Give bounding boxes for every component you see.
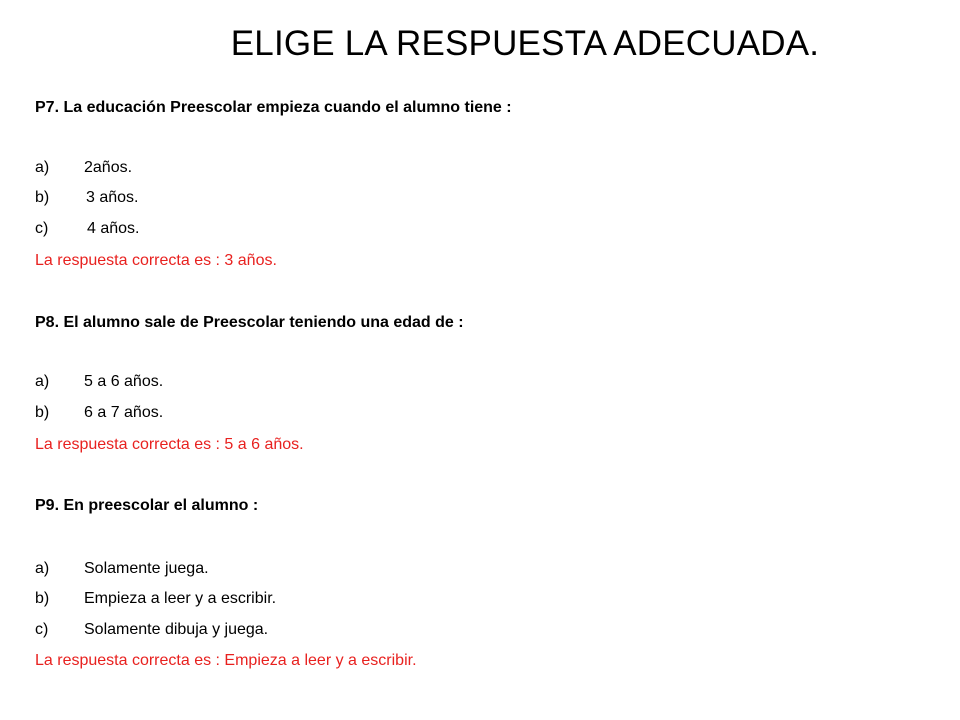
option-text: Empieza a leer y a escribir. [84, 590, 277, 607]
option-letter: a) [35, 159, 50, 176]
option-letter: c) [35, 220, 49, 237]
option-letter: a) [35, 373, 50, 390]
option-letter: a) [35, 560, 50, 577]
option-text: Solamente juega. [84, 560, 209, 577]
option-p8-b [35, 403, 163, 423]
question-p8: P8. El alumno sale de Preescolar teniendo una edad de : [35, 314, 464, 331]
option-letter: b) [35, 590, 50, 607]
option-letter: c) [35, 621, 49, 638]
option-text: 3 años. [86, 189, 139, 206]
option-text: Solamente dibuja y juega. [84, 621, 269, 638]
option-text: 6 a 7 años. [84, 404, 164, 421]
answer-p9: La respuesta correcta es : Empieza a leer y a escribir. [35, 652, 417, 669]
option-p9-c [35, 620, 268, 640]
option-p9-a [35, 559, 209, 579]
option-p7-b [35, 188, 138, 208]
answer-p7: La respuesta correcta es : 3 años. [35, 252, 277, 269]
question-p9: P9. En preescolar el alumno : [35, 497, 259, 514]
option-p9-b [35, 589, 276, 609]
option-letter: b) [35, 189, 50, 206]
option-text: 4 años. [87, 220, 140, 237]
option-letter: b) [35, 404, 50, 421]
option-text: 2años. [84, 159, 133, 176]
option-p7-a [35, 158, 132, 178]
option-p8-a [35, 372, 163, 392]
page-title: ELIGE LA RESPUESTA ADECUADA. [230, 24, 820, 63]
option-p7-c [35, 219, 139, 239]
question-p7: P7. La educación Preescolar empieza cuando el alumno tiene : [35, 99, 512, 116]
option-text: 5 a 6 años. [84, 373, 164, 390]
answer-p8: La respuesta correcta es : 5 a 6 años. [35, 436, 304, 453]
